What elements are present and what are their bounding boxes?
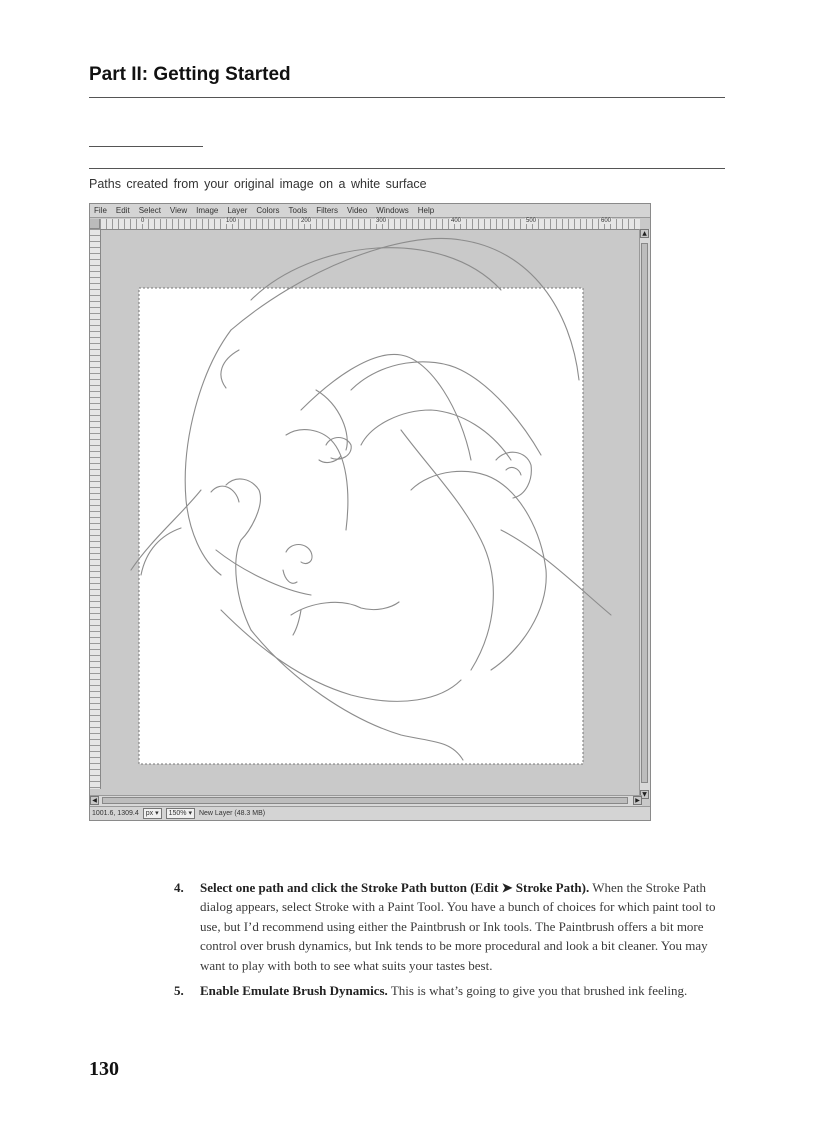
horizontal-ruler-labels — [100, 218, 640, 228]
header-rule — [89, 97, 725, 98]
vertical-scroll-thumb[interactable] — [641, 243, 648, 783]
scroll-up-icon[interactable]: ▲ — [640, 229, 649, 238]
menu-item-select: Select — [138, 206, 161, 215]
step-text: This is what’s going to give you that brushed ink feeling. — [387, 983, 688, 999]
image-canvas — [101, 230, 640, 798]
step-item — [174, 981, 726, 1000]
menu-item-image: Image — [196, 206, 219, 215]
ruler-label: 400 — [451, 218, 462, 224]
ruler-label: 500 — [526, 218, 537, 224]
menu-item-video: Video — [346, 206, 368, 215]
menu-item-filters: Filters — [316, 206, 338, 215]
layer-info: New Layer (48.3 MB) — [198, 810, 266, 817]
step-lead: Enable Emulate Brush Dynamics. — [200, 983, 388, 999]
vertical-scrollbar[interactable] — [639, 229, 650, 799]
step-item — [174, 878, 726, 975]
menu-item-view: View — [169, 206, 188, 215]
part-header: Part II: Getting Started — [89, 64, 291, 85]
menu-item-help: Help — [417, 206, 435, 215]
menu-item-windows: Windows — [376, 206, 409, 215]
unit-value: px — [145, 810, 154, 817]
step-number: 4. — [174, 880, 184, 895]
menu-bar — [90, 204, 650, 218]
step-number: 5. — [174, 983, 184, 999]
scroll-down-icon[interactable]: ▼ — [640, 790, 649, 799]
status-bar — [90, 806, 650, 820]
scroll-left-icon[interactable]: ◀ — [90, 796, 99, 805]
ruler-label: 300 — [376, 218, 387, 224]
horizontal-scrollbar[interactable] — [90, 795, 642, 806]
menu-item-edit: Edit — [115, 206, 130, 215]
gimp-window-screenshot — [89, 203, 651, 821]
ruler-label: 600 — [601, 218, 612, 224]
menu-item-layer: Layer — [227, 206, 248, 215]
caption-rule — [89, 168, 725, 169]
vertical-ruler — [90, 229, 101, 789]
menu-item-tools: Tools — [288, 206, 308, 215]
zoom-select[interactable] — [166, 808, 195, 819]
menu-item-file: File — [94, 206, 107, 215]
chevron-down-icon: ▾ — [188, 810, 192, 817]
horizontal-scroll-thumb[interactable] — [102, 797, 628, 804]
figure-caption: Paths created from your original image on a white surface — [89, 177, 427, 191]
white-layer — [139, 288, 583, 764]
canvas-drawing — [101, 230, 640, 798]
step-lead: Select one path and click the Stroke Path button (Edit ➤ Stroke Path). — [200, 880, 590, 895]
step-text: When the Stroke Path dialog appears, select Stroke with a Paint Tool. You have a bunch of choices for which paint tool to use, but I’d recommend using either the Paintbrush or Ink tools. The Paintbrush offers a bit more control over brush dynamics, but Ink tends to be more procedural and look a bit cleaner. You may want to play with both to see what suits your tastes best. — [200, 880, 716, 973]
instruction-steps — [174, 878, 726, 1006]
chevron-down-icon: ▾ — [155, 810, 159, 817]
caption-short-rule — [89, 146, 203, 147]
zoom-value: 150% — [168, 810, 187, 817]
ruler-label: 200 — [301, 218, 312, 224]
ruler-label: 100 — [226, 218, 237, 224]
pointer-coordinates: 1001.6, 1309.4 — [92, 810, 139, 817]
ruler-label: 0 — [141, 218, 145, 224]
ruler-corner — [90, 219, 100, 229]
unit-select[interactable] — [143, 808, 162, 819]
scroll-right-icon[interactable]: ▶ — [633, 796, 642, 805]
menu-item-colors: Colors — [256, 206, 280, 215]
page-number: 130 — [89, 1058, 119, 1080]
